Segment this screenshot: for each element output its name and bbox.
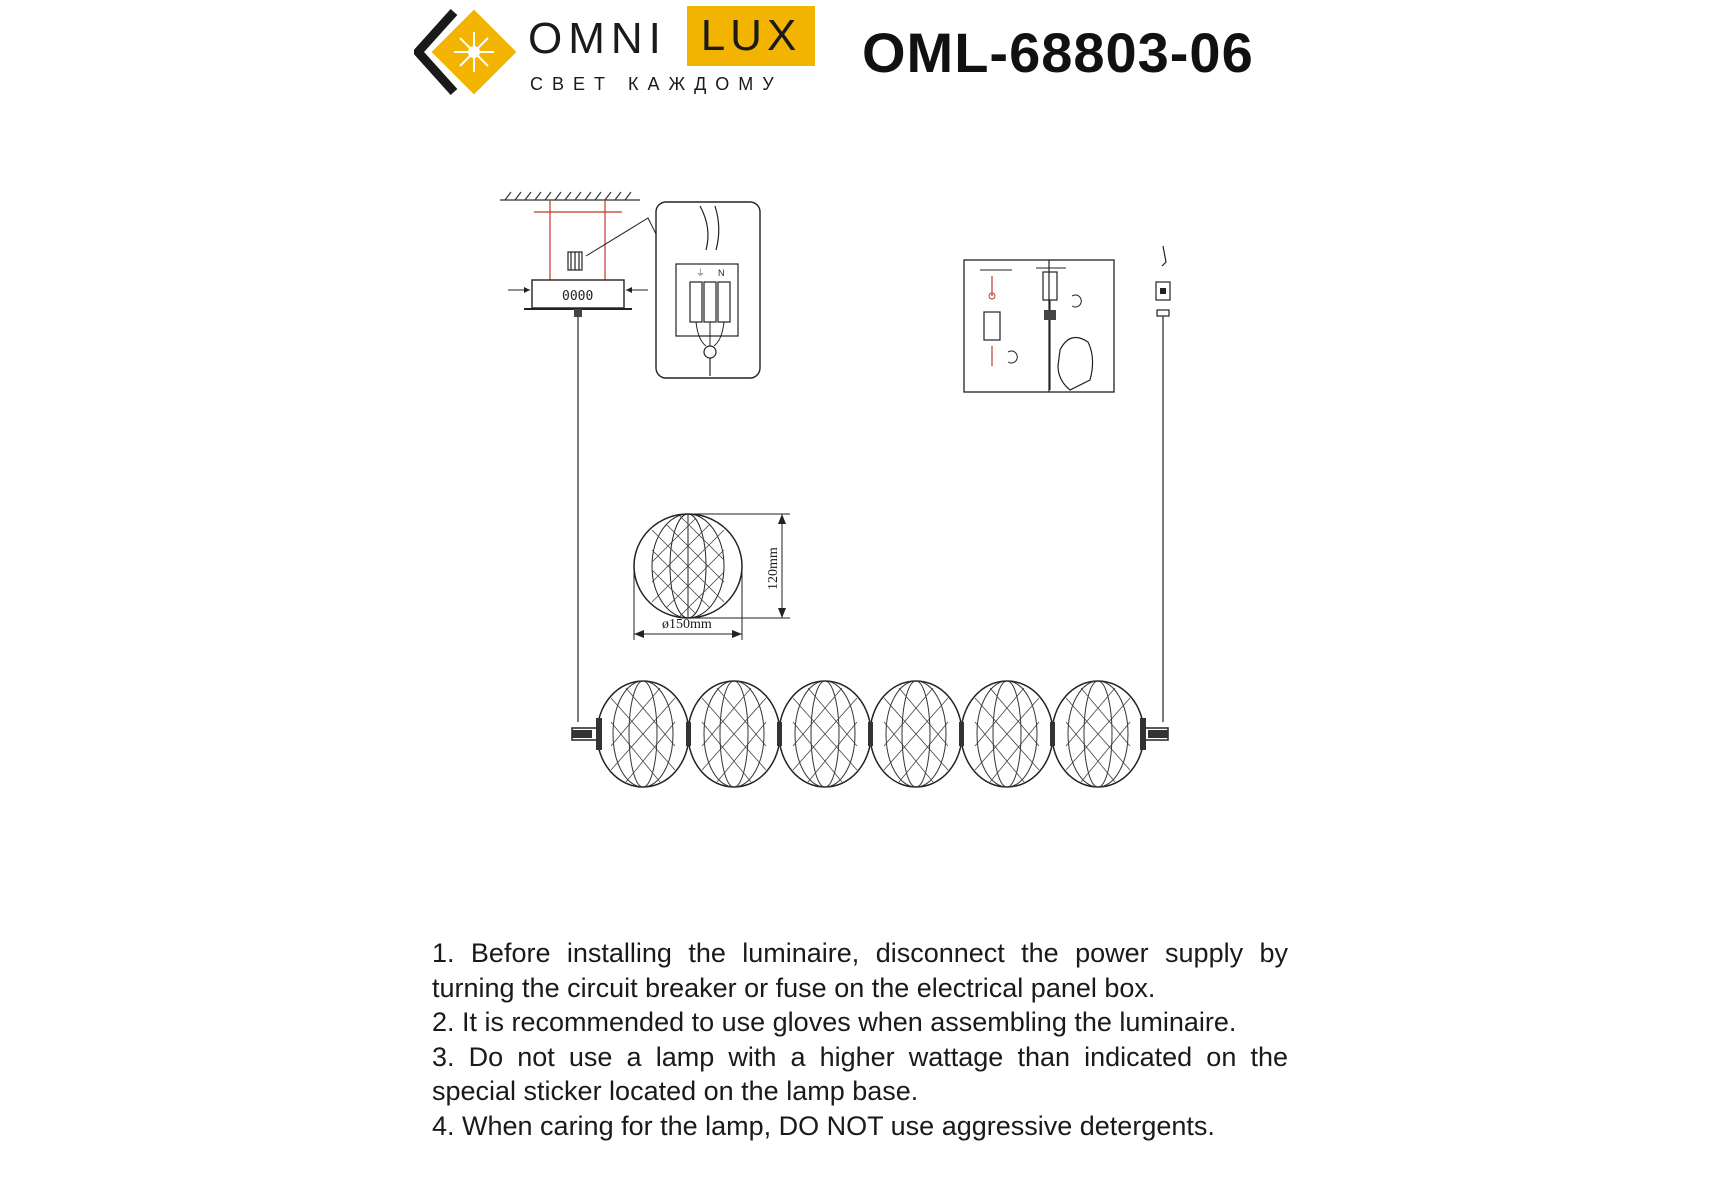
shade (870, 681, 962, 787)
ceiling-hatch-left (500, 192, 640, 200)
cable-adjustment-detail (964, 260, 1114, 392)
instruction-item: 2. It is recommended to use gloves when assembling the luminaire. (432, 1007, 1237, 1037)
shade (779, 681, 871, 787)
terminal-neutral-label: N (718, 268, 725, 278)
shade (1052, 681, 1144, 787)
cable-fixing-right (1156, 246, 1170, 316)
brand-tagline: СВЕТ КАЖДОМУ (530, 74, 783, 94)
shade (688, 681, 780, 787)
model-number: OML-68803-06 (862, 21, 1254, 84)
canopy (508, 280, 648, 317)
canopy-label: 0000 (562, 289, 594, 304)
instruction-item: 4. When caring for the lamp, DO NOT use aggressive detergents. (432, 1110, 1215, 1141)
terminal-block-small (568, 252, 582, 270)
shade (597, 681, 689, 787)
terminal-ground-label: ⏚ (696, 268, 706, 278)
shade-dimension-drawing (634, 514, 790, 640)
shade-diameter-label: ø150mm (662, 617, 712, 632)
callout-pointer (586, 218, 656, 256)
instruction-item: 3. Do not use a lamp with a higher wattage than indicated on the special sticker located on the lamp base. (432, 1041, 1288, 1106)
shade-height-label: 120mm (766, 547, 781, 590)
brand-name-omni: OMNI (528, 14, 667, 63)
mounting-bracket (534, 200, 622, 280)
wiring-detail (656, 202, 760, 378)
instruction-item: 1. Before installing the luminaire, disconnect the power supply by turning the circuit breaker or fuse on the electrical panel box. (432, 938, 1288, 1003)
safety-instructions (432, 936, 1288, 1143)
shade (961, 681, 1053, 787)
brand-name-lux: LUX (687, 6, 815, 66)
